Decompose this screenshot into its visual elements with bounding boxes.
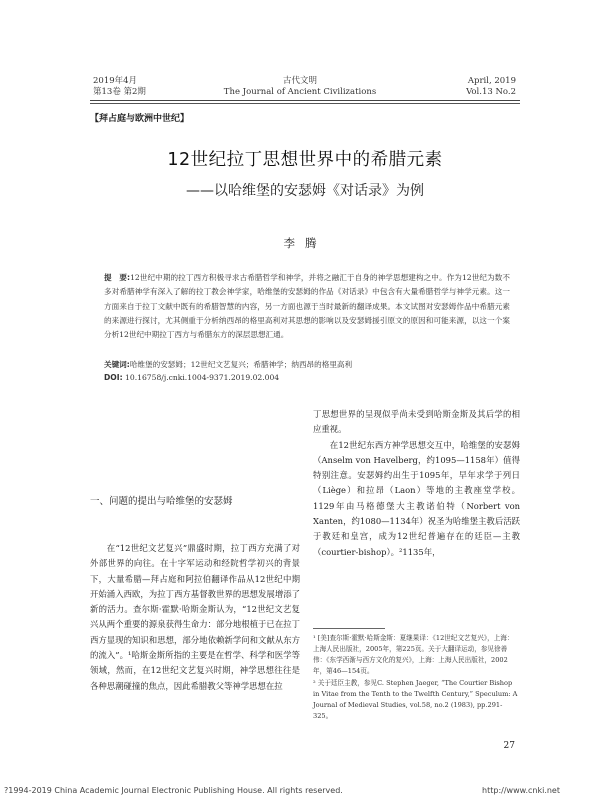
- header-rule-top: [90, 100, 520, 101]
- journal-name-cn: 古代文明: [282, 76, 317, 86]
- header-date: 2019年4月: [93, 76, 138, 86]
- header-volume-en: Vol.13 No.2: [466, 87, 516, 97]
- body-paragraph: 在12世纪东西方神学思想交互中，哈维堡的安瑟姆（Anselm von Havelberg，约1095—1158年）值得特别注意。安瑟姆约出生于1095年，早年求学于列日（Liège）和拉昂（Laon）等地的主教座堂学校。1129年由马格德堡大主教诺伯特（Norbert von Xanten，约1080—1134年）祝圣为哈维堡主教后活跃于教廷和皇宫，成为12世纪普遍存在的廷臣—主教（courtier-bishop）。²1135年，: [313, 439, 520, 557]
- abstract: [104, 271, 510, 342]
- abstract-text: 12世纪中期的拉丁西方积极寻求古希腊哲学和神学，并将之融汇于自身的神学思想建构之中。作为12世纪为数不多对希腊神学有深入了解的拉丁教会神学家，哈维堡的安瑟姆的作品《对话录》中包含有大量希腊哲学与神学元素。这一方面来自于拉丁文献中既有的希腊智慧的内容，另一方面也源于当时最新的翻译成果。本文试图对安瑟姆作品中希腊元素的来源进行探讨，尤其侧重于分析纳西昂的格里高利对其思想的影响以及安瑟姆援引原文的原因和可能来源，以这一个案分析12世纪中期拉丁西方与希腊东方的深层思想汇通。: [104, 273, 510, 340]
- keywords-label: 关键词:: [104, 360, 130, 369]
- doi-label: DOI:: [104, 373, 123, 382]
- abstract-label: 提 要:: [104, 273, 131, 282]
- cnki-link[interactable]: http://www.cnki.net: [482, 786, 560, 795]
- keywords-text: 哈维堡的安瑟姆；12世纪文艺复兴；希腊神学；纳西昂的格里高利: [129, 360, 353, 369]
- journal-name-en: The Journal of Ancient Civilizations: [223, 87, 377, 97]
- header-right: [466, 76, 516, 98]
- footnote: ² 关于廷臣主教，参见C. Stephen Jaeger, “The Courtier Bishop in Vitae from the Tenth to the Twelfth Century,” Speculum: A Journal of Medieval Studies, vol.58, no.2 (1983), pp.291-325。: [313, 679, 518, 720]
- footnotes: [313, 633, 520, 723]
- copyright-text: ?1994-2019 China Academic Journal Electronic Publishing House. All rights reserved.: [4, 786, 343, 795]
- header-volume: 第13卷 第2期: [93, 87, 146, 97]
- article-title: 12世纪拉丁思想世界中的希腊元素: [167, 150, 443, 170]
- footnote-rule: [313, 628, 385, 629]
- header-rule-bottom: [90, 103, 520, 104]
- section-heading: 一、问题的提出与哈维堡的安瑟姆: [90, 496, 233, 507]
- section-tag: 【拜占庭与欧洲中世纪】: [90, 114, 190, 124]
- header-center: [200, 76, 400, 98]
- body-column-right: [313, 407, 520, 560]
- keywords: [104, 358, 510, 371]
- body-column-left: [90, 541, 300, 694]
- body-paragraph: 丁思想世界的呈现似乎尚未受到哈斯金斯及其后学的相应重视。: [313, 409, 520, 435]
- author-name: 李腾: [283, 236, 327, 250]
- article-subtitle: ——以哈维堡的安瑟姆《对话录》为例: [186, 183, 424, 199]
- header-left: [93, 76, 146, 98]
- page-number: 27: [503, 741, 515, 751]
- body-paragraph: 在“12世纪文艺复兴”鼎盛时期，拉丁西方充满了对外部世界的向往。在十字军运动和经院哲学初兴的背景下，大量希腊—拜占庭和阿拉伯翻译作品从12世纪中期开始涌入西欧，为拉丁西方基督教世界的思想发展增添了新的活力。查尔斯·霍默·哈斯金斯认为，“12世纪文艺复兴从两个重要的源泉获得生命力：部分地根植于已在拉丁西方显现的知识和思想，部分地依赖新学问和文献从东方的流入”。¹哈斯金斯所指的主要是在哲学、科学和医学等领域，然而，在12世纪文艺复兴时期，神学思想往往是各种思潮碰撞的焦点，因此希腊教父等神学思想在拉: [90, 543, 300, 691]
- doi-text: 10.16758/j.cnki.1004-9371.2019.02.004: [125, 373, 280, 382]
- header-date-en: April, 2019: [467, 76, 516, 86]
- footnote: ¹ [美]查尔斯·霍默·哈斯金斯：夏继果译：《12世纪文艺复兴》，上海：上海人民出版社，2005年，第225页。关于大翻译运动，参见徐善伟：《东学西渐与西方文化的复兴》，上海：上海人民出版社，2002年，第46—154页。: [313, 634, 514, 675]
- doi: [104, 371, 510, 384]
